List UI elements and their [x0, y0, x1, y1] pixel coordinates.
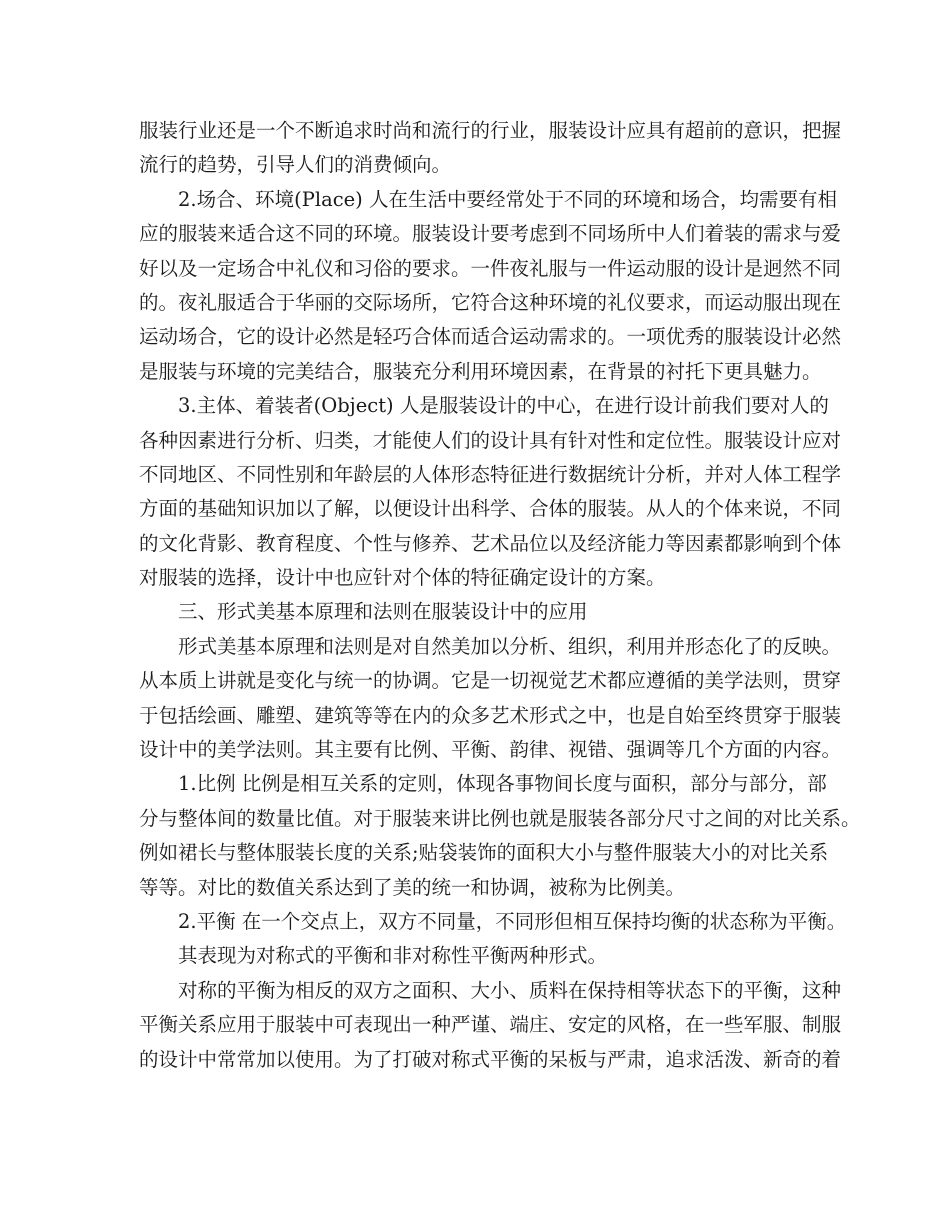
text-line: 设计中的美学法则。其主要有比例、平衡、韵律、视错、强调等几个方面的内容。: [139, 738, 842, 762]
text-line: 的文化背影、教育程度、个性与修养、艺术品位以及经济能力等因素都影响到个体: [139, 531, 842, 555]
text-line: 流行的趋势，引导人们的消费倾向。: [139, 153, 452, 177]
text-line: 不同地区、不同性别和年龄层的人体形态特征进行数据统计分析，并对人体工程学: [139, 462, 842, 486]
text-line: 的设计中常常加以使用。为了打破对称式平衡的呆板与严肃，追求活泼、新奇的着: [139, 1047, 842, 1071]
text-line: 其表现为对称式的平衡和非对称性平衡两种形式。: [178, 944, 608, 968]
text-line: 等等。对比的数值关系达到了美的统一和协调，被称为比例美。: [139, 875, 686, 899]
text-line: 方面的基础知识加以了解，以便设计出科学、合体的服装。从人的个体来说，不同: [139, 497, 842, 521]
text-line: 应的服装来适合这不同的环境。服装设计要考虑到不同场所中人们着装的需求与爱: [139, 222, 842, 246]
text-line: 例如裙长与整体服装长度的关系;贴袋装饰的面积大小与整件服装大小的对比关系: [139, 841, 829, 865]
text-line: 平衡关系应用于服装中可表现出一种严谨、端庄、安定的风格，在一些军服、制服: [139, 1013, 842, 1037]
text-line: 2.场合、环境(Place) 人在生活中要经常处于不同的环境和场合，均需要有相: [178, 187, 837, 211]
text-line: 运动场合，它的设计必然是轻巧合体而适合运动需求的。一项优秀的服装设计必然: [139, 325, 842, 349]
text-line: 是服装与环境的完美结合，服装充分利用环境因素，在背景的衬托下更具魅力。: [139, 359, 822, 383]
text-line: 1.比例 比例是相互关系的定则，体现各事物间长度与面积，部分与部分，部: [178, 772, 827, 796]
text-line: 分与整体间的数量比值。对于服装来讲比例也就是服装各部分尺寸之间的对比关系。: [139, 806, 861, 830]
text-line: 3.主体、着装者(Object) 人是服装设计的中心，在进行设计前我们要对人的: [178, 394, 829, 418]
text-line: 的。夜礼服适合于华丽的交际场所，它符合这种环境的礼仪要求，而运动服出现在: [139, 290, 842, 314]
text-line: 对称的平衡为相反的双方之面积、大小、质料在保持相等状态下的平衡，这种: [178, 978, 842, 1002]
text-line: 好以及一定场合中礼仪和习俗的要求。一件夜礼服与一件运动服的设计是迥然不同: [139, 256, 842, 280]
text-line: 形式美基本原理和法则是对自然美加以分析、组织，利用并形态化了的反映。: [178, 634, 842, 658]
document-body: [139, 114, 861, 1077]
text-line: 对服装的选择，设计中也应针对个体的特征确定设计的方案。: [139, 566, 666, 590]
text-line: 于包括绘画、雕塑、建筑等等在内的众多艺术形式之中，也是自始至终贯穿于服装: [139, 703, 842, 727]
text-line: 各种因素进行分析、归类，才能使人们的设计具有针对性和定位性。服装设计应对: [139, 428, 842, 452]
text-line: 服装行业还是一个不断追求时尚和流行的行业，服装设计应具有超前的意识，把握: [139, 119, 842, 142]
text-line: 三、形式美基本原理和法则在服装设计中的应用: [178, 600, 588, 624]
text-line: 2.平衡 在一个交点上，双方不同量，不同形但相互保持均衡的状态称为平衡。: [178, 909, 847, 933]
text-line: 从本质上讲就是变化与统一的协调。它是一切视觉艺术都应遵循的美学法则，贯穿: [139, 669, 842, 693]
